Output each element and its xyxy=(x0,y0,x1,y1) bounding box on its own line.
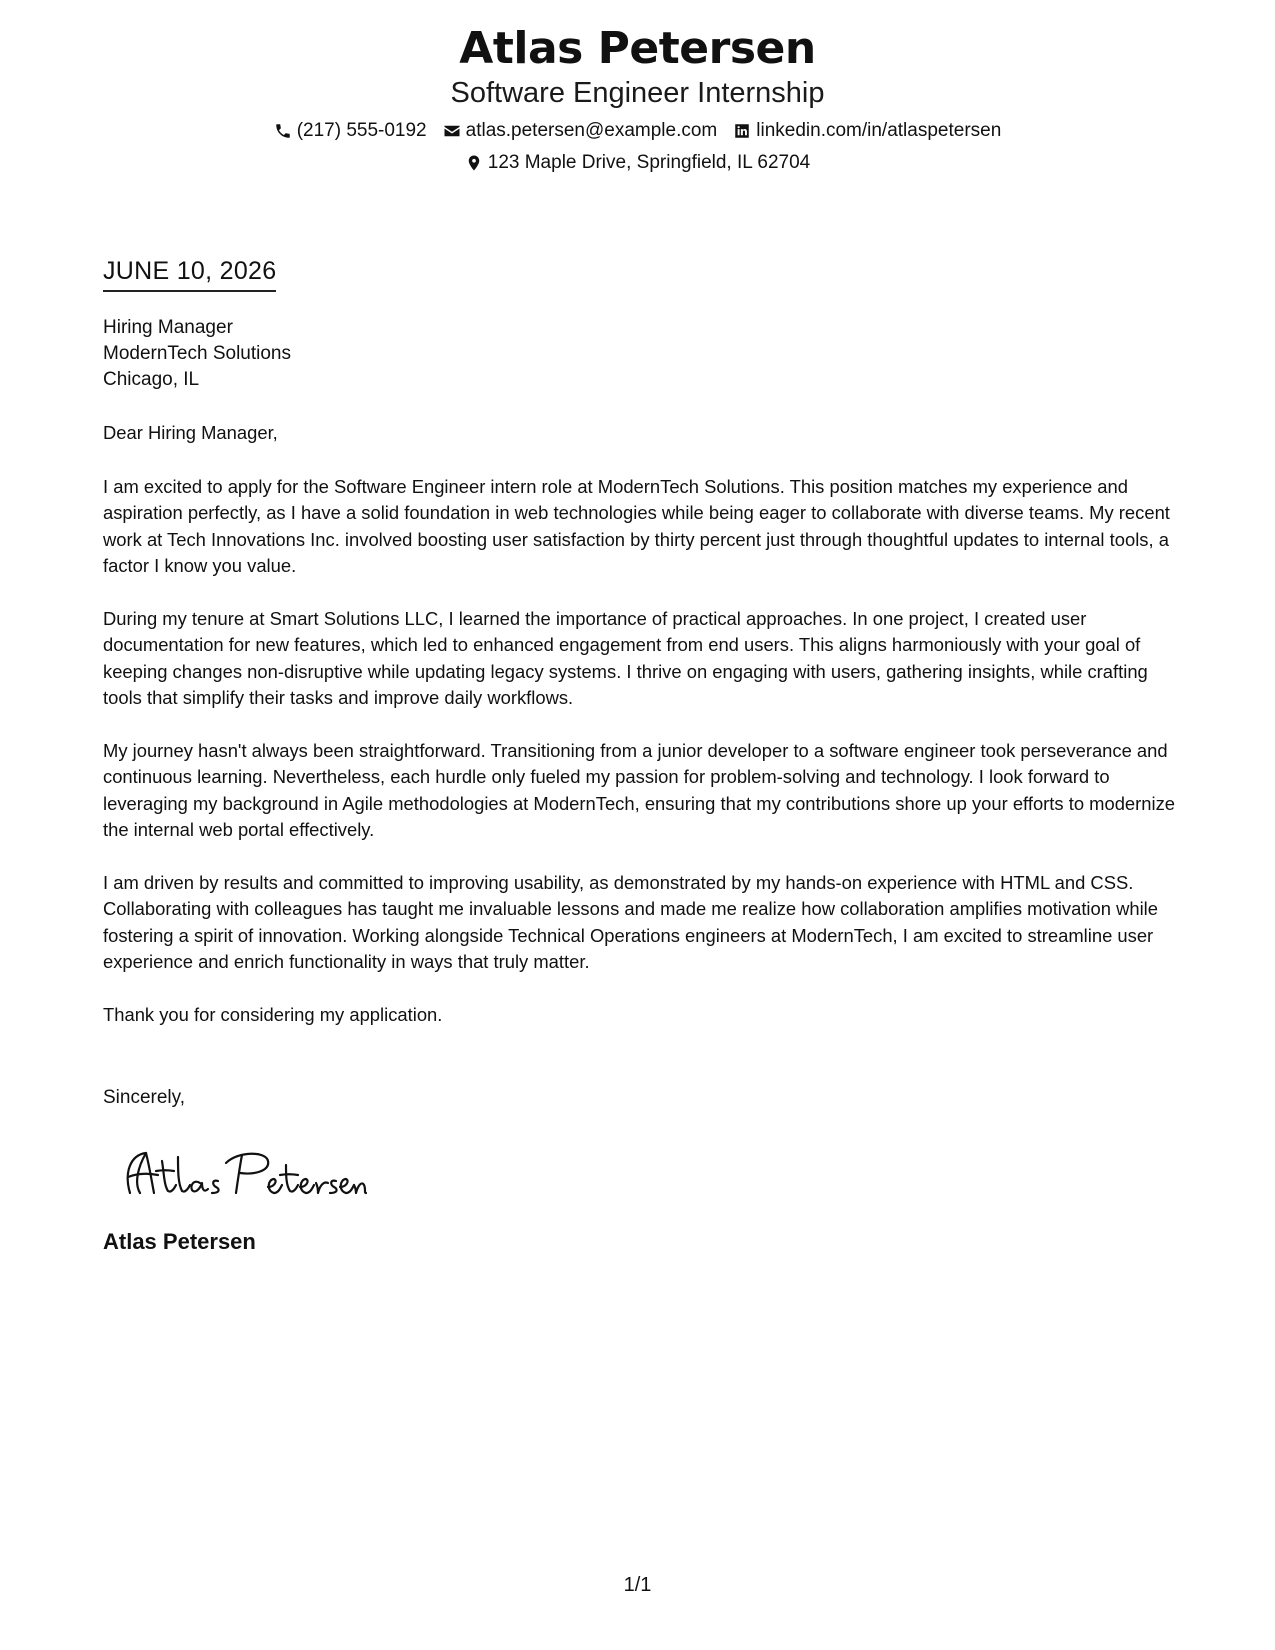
contact-email[interactable] xyxy=(443,119,718,143)
applicant-name: Atlas Petersen xyxy=(459,23,816,74)
letter-header xyxy=(0,22,1275,175)
linkedin-text[interactable]: linkedin.com/in/atlaspetersen xyxy=(756,120,1002,141)
letter-body xyxy=(103,420,1183,1054)
letter-date: JUNE 10, 2026 xyxy=(103,255,276,292)
body-paragraph: I am driven by results and committed to improving usability, as demonstrated by my hands-on experience with HTML and CSS. Collaborating with colleagues has taught me invaluable lessons and made me realize how collaboration amplifies motivation while fostering a spirit of innovation. Working alongside Technical Operations engineers at ModernTech, I am excited to streamline user experience and enrich functionality in ways that truly matter. xyxy=(103,871,1158,972)
page-number: 1/1 xyxy=(623,1574,652,1596)
body-paragraph: My journey hasn't always been straightforward. Transitioning from a junior developer to a software engineer took perseverance and continuous learning. Nevertheless, each hurdle only fueled my passion for problem-solving and technology. I look forward to leveraging my background in Agile methodologies at ModernTech, ensuring that my contributions shore up your efforts to modernize the internal web portal effectively. xyxy=(103,739,1176,840)
phone-text: (217) 555-0192 xyxy=(296,120,427,141)
salutation: Dear Hiring Manager, xyxy=(103,422,278,443)
map-pin-icon xyxy=(465,154,483,172)
contact-phone xyxy=(274,119,427,143)
envelope-icon xyxy=(443,122,461,140)
address-text: 123 Maple Drive, Springfield, IL 62704 xyxy=(487,152,811,173)
recipient-location: Chicago, IL xyxy=(103,369,200,390)
linkedin-icon xyxy=(733,122,751,140)
contact-row-secondary xyxy=(0,151,1275,175)
signed-name: Atlas Petersen xyxy=(103,1229,256,1254)
closing: Sincerely, xyxy=(103,1087,186,1108)
handwritten-signature xyxy=(108,1143,368,1201)
email-text[interactable]: atlas.petersen@example.com xyxy=(465,120,718,141)
applied-role: Software Engineer Internship xyxy=(450,77,825,109)
contact-address xyxy=(465,151,811,175)
contact-linkedin[interactable] xyxy=(733,119,1001,143)
thank-you-line: Thank you for considering my application. xyxy=(103,1003,443,1025)
recipient-company: ModernTech Solutions xyxy=(103,343,291,364)
recipient-title: Hiring Manager xyxy=(103,317,233,338)
body-paragraph: I am excited to apply for the Software Engineer intern role at ModernTech Solutions. This position matches my experience and aspiration perfectly, as I have a solid foundation in web technologies while being eager to collaborate with diverse teams. My recent work at Tech Innovations Inc. involved boosting user satisfaction by thirty percent just through thoughtful updates to internal tools, a factor I know you value. xyxy=(103,475,1170,576)
body-paragraph: During my tenure at Smart Solutions LLC, I learned the importance of practical approaches. In one project, I created user documentation for new features, which led to enhanced engagement from end users. This aligns harmoniously with your goal of keeping changes non-disruptive while updating legacy systems. I thrive on engaging with users, gathering insights, while crafting tools that simplify their tasks and improve daily workflows. xyxy=(103,607,1148,708)
date-block xyxy=(103,255,276,292)
phone-icon xyxy=(274,122,292,140)
recipient-block xyxy=(103,315,291,393)
contact-row-primary xyxy=(0,119,1275,143)
